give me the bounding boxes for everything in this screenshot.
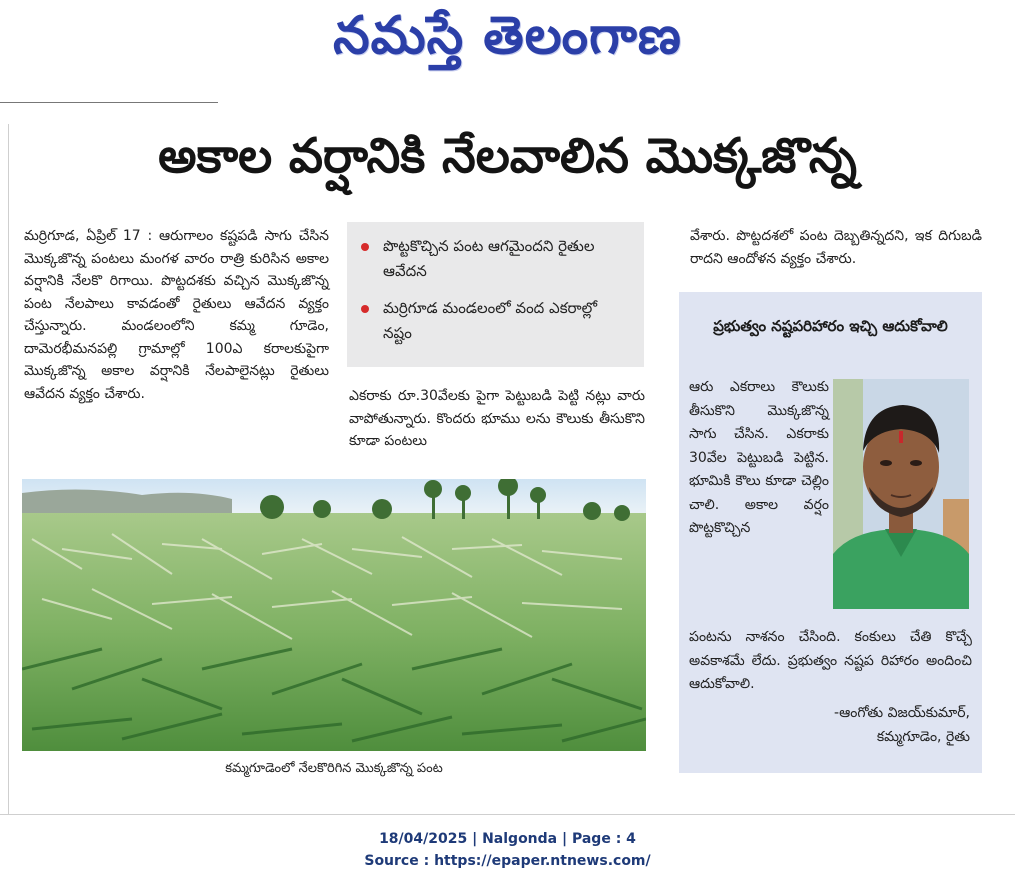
portrait-illustration bbox=[833, 379, 969, 609]
page-footer bbox=[0, 828, 1015, 872]
masthead-divider bbox=[0, 102, 218, 103]
farmer-quote-box bbox=[679, 292, 982, 773]
maize-field-illustration bbox=[22, 479, 646, 751]
highlight-text: పొట్టకొచ్చిన పంట ఆగమైందని రైతుల ఆవేదన bbox=[383, 237, 595, 280]
article-column-1: మర్రిగూడ, ఏప్రిల్ 17 : ఆరుగాలం కష్టపడి సాగు చేసిన మొక్కజొన్న పంటలు మంగళ వారం రాత్రి కురిసిన అకాల వర్షానికి నేలకొ రిగాయి. పొట్టదశకు వచ్చిన మొక్కజొన్న పంట నేలపాలు కావడంతో రైతులు ఆవేదన వ్యక్తం చేస్తున్నారు. మండలంలోని కమ్మ గూడెం, దామెరభీమనపల్లి గ్రామాల్లో 100ఎ కరాలకుపైగా మొక్కజొన్న అకాల వర్షానికి నేలపాలైనట్లు రైతులు ఆవేదన వ్యక్తం చేశారు. bbox=[24, 228, 329, 402]
quote-signature bbox=[834, 702, 970, 749]
newspaper-logo: నమస్తే తెలంగాణ bbox=[333, 6, 682, 66]
signature-place: కమ్మగూడెం, రైతు bbox=[876, 728, 970, 745]
field-photo bbox=[22, 479, 646, 751]
signature-name: -ఆంగోతు విజయ్‌కుమార్, bbox=[834, 705, 970, 721]
article-column-3: వేశారు. పొట్టదశలో పంట దెబ్బతిన్నదని, ఇక దిగుబడి రాదని ఆందోళన వ్యక్తం చేశారు. bbox=[690, 228, 982, 267]
photo-caption: కమ్మగూడెంలో నేలకొరిగిన మొక్కజొన్న పంట bbox=[225, 761, 443, 776]
quote-text-beside-photo: ఆరు ఎకరాలు కౌలుకు తీసుకొని మొక్కజొన్న సాగు చేసిన. ఎకరాకు 30వేల పెట్టుబడి పెట్టిన. భూమికి కౌలు కూడా చెల్లిం చాలి. అకాల వర్షం పొట్టకొచ్చిన bbox=[689, 379, 829, 536]
masthead bbox=[0, 0, 1015, 80]
footer-divider bbox=[0, 814, 1015, 815]
bullet-icon bbox=[361, 305, 369, 313]
source-url[interactable]: Source : https://epaper.ntnews.com/ bbox=[364, 853, 651, 869]
bullet-icon bbox=[361, 243, 369, 251]
highlights-box bbox=[347, 222, 644, 367]
highlight-item bbox=[361, 296, 630, 346]
article-column-2: ఎకరాకు రూ.30వేలకు పైగా పెట్టుబడి పెట్టి నట్లు వారు వాపోతున్నారు. కొందరు భూము లను కౌలుకు తీసుకొని కూడా పంటలు bbox=[349, 388, 645, 449]
article-headline: అకాల వర్షానికి నేలవాలిన మొక్కజొన్న bbox=[158, 128, 857, 184]
farmer-portrait bbox=[833, 379, 969, 609]
quote-text-below-photo: పంటను నాశనం చేసింది. కంకులు చేతి కొచ్చే అవకాశమే లేదు. ప్రభుత్వం నష్టప రిహారం అందించి ఆదుకోవాలి. bbox=[689, 629, 972, 692]
edition-info: 18/04/2025 | Nalgonda | Page : 4 bbox=[379, 831, 636, 847]
highlight-item bbox=[361, 234, 630, 284]
quote-box-title: ప్రభుత్వం నష్టపరిహారం ఇచ్చి ఆదుకోవాలి bbox=[713, 317, 948, 335]
highlight-text: మర్రిగూడ మండలంలో వంద ఎకరాల్లో నష్టం bbox=[383, 299, 598, 342]
